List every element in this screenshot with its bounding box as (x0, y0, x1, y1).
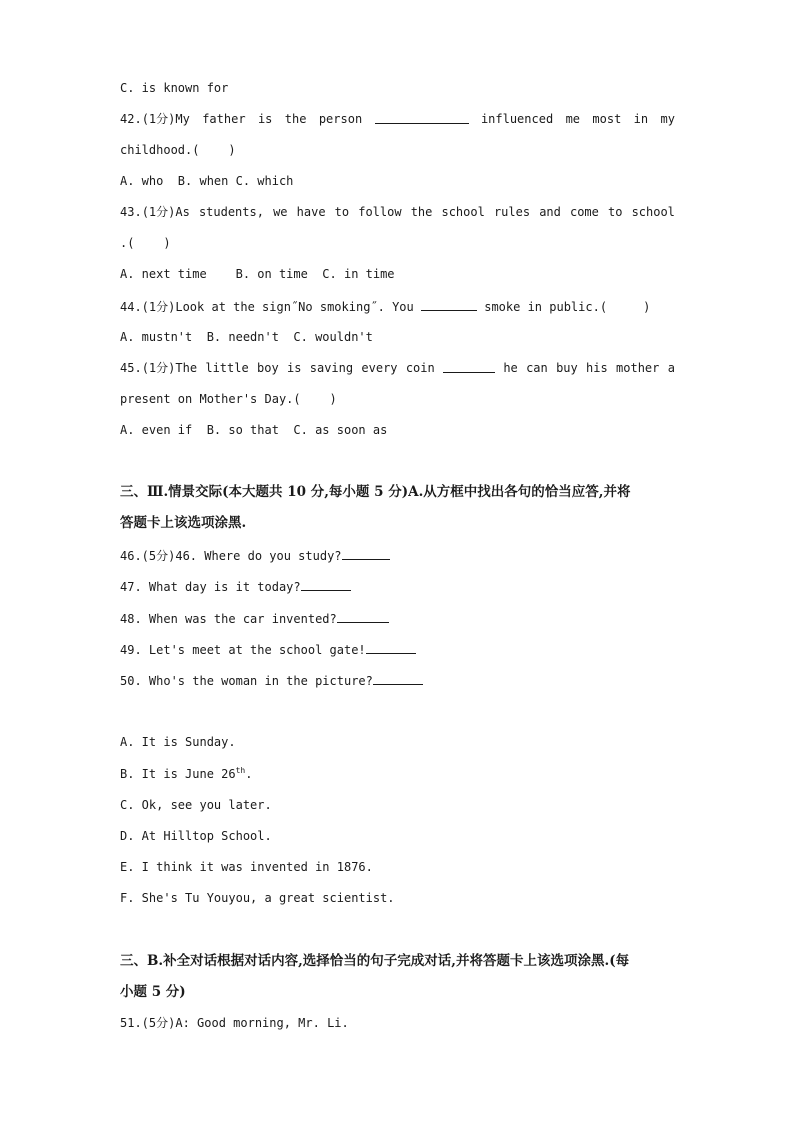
section3-heading-line1: 三、Ⅲ.情景交际(本大题共 10 分,每小题 5 分)A.从方框中找出各句的恰当应答,并将 (120, 484, 631, 500)
q44-line1 (120, 298, 650, 315)
q42-word: father (202, 112, 246, 126)
answer-b-period: . (245, 767, 253, 781)
q47-answer-blank[interactable] (301, 578, 351, 591)
q45-word: every (361, 361, 398, 375)
q47-text: 47. What day is it today? (120, 580, 301, 594)
q42-options: A. who B. when C. which (120, 174, 294, 188)
q42-word: in (633, 112, 649, 126)
q42-word: my (660, 112, 675, 126)
answer-b-superscript: th (235, 766, 246, 775)
answer-b-text: B. It is June 26 (120, 767, 236, 781)
q42-word: me (565, 112, 581, 126)
q43-word: school (441, 205, 485, 219)
section3b-heading-line2: 小题 5 分) (120, 984, 186, 1000)
q45-word: The (175, 361, 198, 375)
q50-text: 50. Who's the woman in the picture? (120, 674, 373, 688)
q43-word: to (334, 205, 350, 219)
q42-number: 42. (120, 112, 142, 126)
q44-options: A. mustn't B. needn't C. wouldn't (120, 330, 373, 344)
q42-line2: childhood.( ) (120, 143, 236, 157)
answer-a: A. It is Sunday. (120, 735, 236, 749)
q43-word: students, (198, 205, 264, 219)
q48 (120, 610, 389, 627)
q42-word: person (318, 112, 363, 126)
q43-word: to (608, 205, 623, 219)
q49-answer-blank[interactable] (366, 641, 416, 654)
q45-options: A. even if B. so that C. as soon as (120, 423, 388, 437)
q46-answer-blank[interactable] (342, 547, 390, 560)
answer-f: F. She's Tu Youyou, a great scientist. (120, 891, 395, 905)
q43-word: we (273, 205, 288, 219)
q42-word: the (284, 112, 307, 126)
q44-prefix: 44.(1分)Look at the sign˝No smoking˝. You (120, 300, 414, 314)
q43-number: 43. (120, 205, 142, 219)
q45-word: a (667, 361, 675, 375)
q43-word: As (175, 205, 190, 219)
q43-word: school (631, 205, 675, 219)
q50-answer-blank[interactable] (373, 672, 423, 685)
q43-line1 (120, 204, 675, 220)
q42-answer-blank[interactable] (375, 111, 469, 124)
q44-answer-blank[interactable] (421, 298, 477, 311)
q50 (120, 672, 423, 689)
q45-word: little (205, 361, 249, 375)
q43-word: follow (358, 205, 402, 219)
q45-word: boy (257, 361, 279, 375)
q49-text: 49. Let's meet at the school gate! (120, 643, 366, 657)
q41-option-c: C. is known for (120, 81, 229, 95)
q45-word: buy (556, 361, 578, 375)
q43-word: have (296, 205, 326, 219)
q45-number: 45. (120, 361, 142, 375)
q42-number-score (120, 111, 190, 127)
q45-word: is (287, 361, 302, 375)
q48-text: 48. When was the car invented? (120, 612, 337, 626)
q45-word: saving (309, 361, 354, 375)
q43-score: (1分) (141, 205, 176, 219)
q42-word: is (257, 112, 273, 126)
q46 (120, 547, 390, 564)
q45-answer-blank[interactable] (443, 360, 495, 373)
q45-line2: present on Mother's Day.( ) (120, 392, 337, 406)
q43-number-score (120, 204, 190, 220)
section3-heading-line2: 答题卡上该选项涂黑. (120, 515, 247, 531)
answer-b (120, 766, 252, 782)
q45-number-score (120, 360, 197, 376)
q42-word: My (175, 112, 190, 126)
q45-line1 (120, 360, 675, 376)
q42-word: most (592, 112, 622, 126)
q42-score: (1分) (141, 112, 176, 126)
q45-word: can (526, 361, 548, 375)
q42-line1 (120, 111, 675, 127)
q45-word: he (503, 361, 518, 375)
q45-word: coin (405, 361, 435, 375)
q46-text: 46.(5分)46. Where do you study? (120, 549, 342, 563)
q43-line2: .( ) (120, 236, 171, 250)
q43-word: the (410, 205, 433, 219)
q44-suffix: smoke in public.( ) (484, 300, 651, 314)
q48-answer-blank[interactable] (337, 610, 389, 623)
q47 (120, 578, 351, 595)
q51: 51.(5分)A: Good morning, Mr. Li. (120, 1016, 349, 1030)
q43-word: rules (493, 205, 531, 219)
q43-word: come (569, 205, 599, 219)
answer-e: E. I think it was invented in 1876. (120, 860, 373, 874)
q43-options: A. next time B. on time C. in time (120, 267, 395, 281)
q43-word: and (539, 205, 561, 219)
q49 (120, 641, 416, 658)
section3b-heading-line1: 三、B.补全对话根据对话内容,选择恰当的句子完成对话,并将答题卡上该选项涂黑.(每 (120, 953, 630, 969)
q42-word: influenced (480, 112, 554, 126)
q45-score: (1分) (141, 361, 176, 375)
answer-d: D. At Hilltop School. (120, 829, 272, 843)
q45-word: mother (616, 361, 660, 375)
answer-c: C. Ok, see you later. (120, 798, 272, 812)
q45-word: his (586, 361, 608, 375)
